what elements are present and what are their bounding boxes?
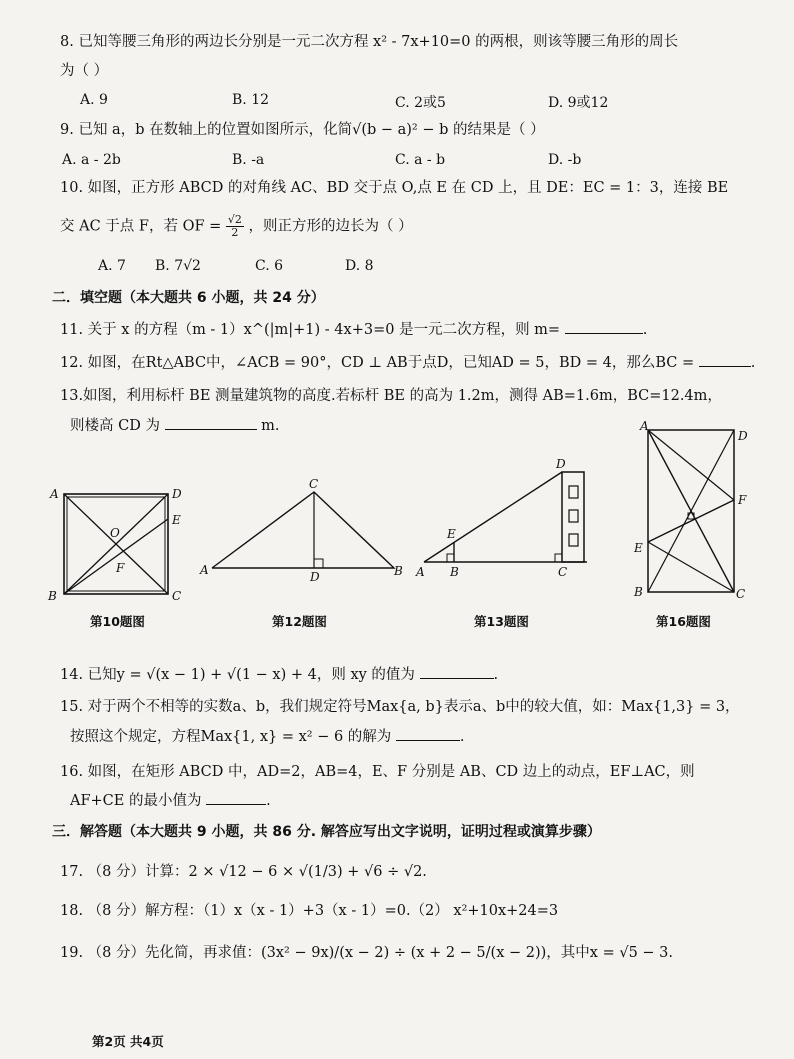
figure-16 [630,418,760,604]
fig10-label-d: D [172,487,182,501]
q8-option-a: A. 9 [80,92,108,108]
fig16-label-d: D [738,429,748,443]
q11-line: 11. 关于 x 的方程（m - 1）x^(|m|+1) - 4x+3=0 是一元二次方程，则 m= . [60,319,647,340]
q15-line2: 按照这个规定，方程Max{1, x} = x² − 6 的解为 . [70,726,465,747]
section-3-heading: 三．解答题（本大题共 9 小题，共 86 分. 解答应写出文字说明，证明过程或演算步骤） [52,824,601,840]
fig16-label-a: A [640,419,649,433]
page-footer: 第2页 共4页 [92,1034,164,1049]
fig10-label-a: A [50,487,59,501]
caption-fig13: 第13题图 [474,614,529,629]
q18-line: 18. （8 分）解方程：（1）x（x - 1）+3（x - 1）=0.（2） x²+10x+24=3 [60,903,559,919]
fig12-label-a: A [200,563,209,577]
q9-option-c: C. a - b [395,152,446,168]
q16-answer-blank[interactable] [206,790,266,805]
q10-option-d: D. 8 [345,258,374,274]
fig13-label-d: D [556,457,566,471]
q10-line2-b: ，则正方形的边长为（ ） [248,218,413,235]
figure-12 [198,478,408,588]
q9-option-a: A. a - 2b [62,152,121,168]
fig10-label-b: B [48,589,57,603]
q9-option-b: B. -a [232,152,265,168]
q15-answer-blank[interactable] [396,726,460,741]
q19-line: 19. （8 分）先化简，再求值：(3x² − 9x)/(x − 2) ÷ (x + 2 − 5/(x − 2))，其中x = √5 − 3. [60,945,673,961]
q13-text-a: 则楼高 CD 为 [70,418,160,434]
fig16-label-e: E [634,541,643,555]
q15-line1: 15. 对于两个不相等的实数a、b，我们规定符号Max{a, b}表示a、b中的较大值，如：Max{1,3} = 3， [60,699,740,715]
q10-option-b: B. 7√2 [155,258,201,274]
q16-line2: AF+CE 的最小值为 . [70,790,271,811]
q8-option-b: B. 12 [232,92,270,108]
fig10-label-o: O [110,526,120,540]
q15-text2: 按照这个规定，方程Max{1, x} = x² − 6 的解为 [70,729,392,745]
q12-line: 12. 如图，在Rt△ABC中，∠ACB = 90°，CD ⊥ AB于点D，已知AD = 5，BD = 4，那么BC = . [60,352,755,373]
q16-line1: 16. 如图，在矩形 ABCD 中，AD=2，AB=4，E、F 分别是 AB、CD 边上的动点，EF⊥AC，则 [60,764,695,780]
fig12-label-c: C [309,478,319,491]
fig16-label-b: B [634,585,643,599]
q9-line: 9. 已知 a，b 在数轴上的位置如图所示，化简√(b − a)² − b 的结果是（ ） [60,122,545,138]
figure-10 [44,482,194,608]
fig12-label-b: B [394,564,403,578]
caption-fig16: 第16题图 [656,614,711,629]
q10-line1: 10. 如图，正方形 ABCD 的对角线 AC、BD 交于点 O,点 E 在 CD 上，且 DE：EC = 1：3，连接 BE [60,180,729,196]
fig10-label-e: E [172,513,181,527]
q13-text-b: m. [261,418,280,434]
section-2-heading: 二．填空题（本大题共 6 小题，共 24 分） [52,290,325,306]
q12-answer-blank[interactable] [699,352,751,367]
q11-text: 11. 关于 x 的方程（m - 1）x^(|m|+1) - 4x+3=0 是一元二次方程，则 m= [60,322,561,338]
q10-line2 [60,214,413,239]
fig13-label-a: A [416,565,425,579]
fig16-label-f: F [738,493,747,507]
q8-line1: 8. 已知等腰三角形的两边长分别是一元二次方程 x² - 7x+10=0 的两根，则该等腰三角形的周长 [60,34,679,50]
fig16-label-c: C [736,587,746,601]
q8-option-d: D. 9或12 [548,95,609,111]
q14-line: 14. 已知y = √(x − 1) + √(1 − x) + 4，则 xy 的值为 . [60,664,498,685]
q11-answer-blank[interactable] [565,319,643,334]
q9-option-d: D. -b [548,152,582,168]
fig13-label-b: B [450,565,459,579]
figure-13 [412,452,602,584]
q16-text2: AF+CE 的最小值为 [70,793,202,809]
caption-fig12: 第12题图 [272,614,327,629]
fig13-label-e: E [447,527,456,541]
fig12-label-d: D [310,570,320,584]
fig10-label-f: F [116,561,125,575]
q17-line: 17. （8 分）计算：2 × √12 − 6 × √(1/3) + √6 ÷ √2. [60,864,427,880]
q8-line2: 为（ ） [60,63,109,79]
q13-line1: 13.如图，利用标杆 BE 测量建筑物的高度.若标杆 BE 的高为 1.2m，测得 AB=1.6m，BC=12.4m， [60,388,722,404]
q12-text: 12. 如图，在Rt△ABC中，∠ACB = 90°，CD ⊥ AB于点D，已知AD = 5，BD = 4，那么BC = [60,355,695,371]
q10-line2-a: 交 AC 于点 F，若 OF = [60,218,222,235]
fig10-label-c: C [172,589,182,603]
q13-line2 [70,415,280,436]
q8-option-c: C. 2或5 [395,95,446,111]
q14-answer-blank[interactable] [420,664,494,679]
caption-fig10: 第10题图 [90,614,145,629]
q14-text: 14. 已知y = √(x − 1) + √(1 − x) + 4，则 xy 的值为 [60,667,415,683]
q10-fraction [226,214,244,239]
q13-answer-blank[interactable] [165,415,257,430]
q10-option-a: A. 7 [98,258,126,274]
fig13-label-c: C [558,565,568,579]
q10-frac-num: √2 [227,213,242,226]
q10-option-c: C. 6 [255,258,284,274]
q10-frac-den: 2 [231,226,239,239]
